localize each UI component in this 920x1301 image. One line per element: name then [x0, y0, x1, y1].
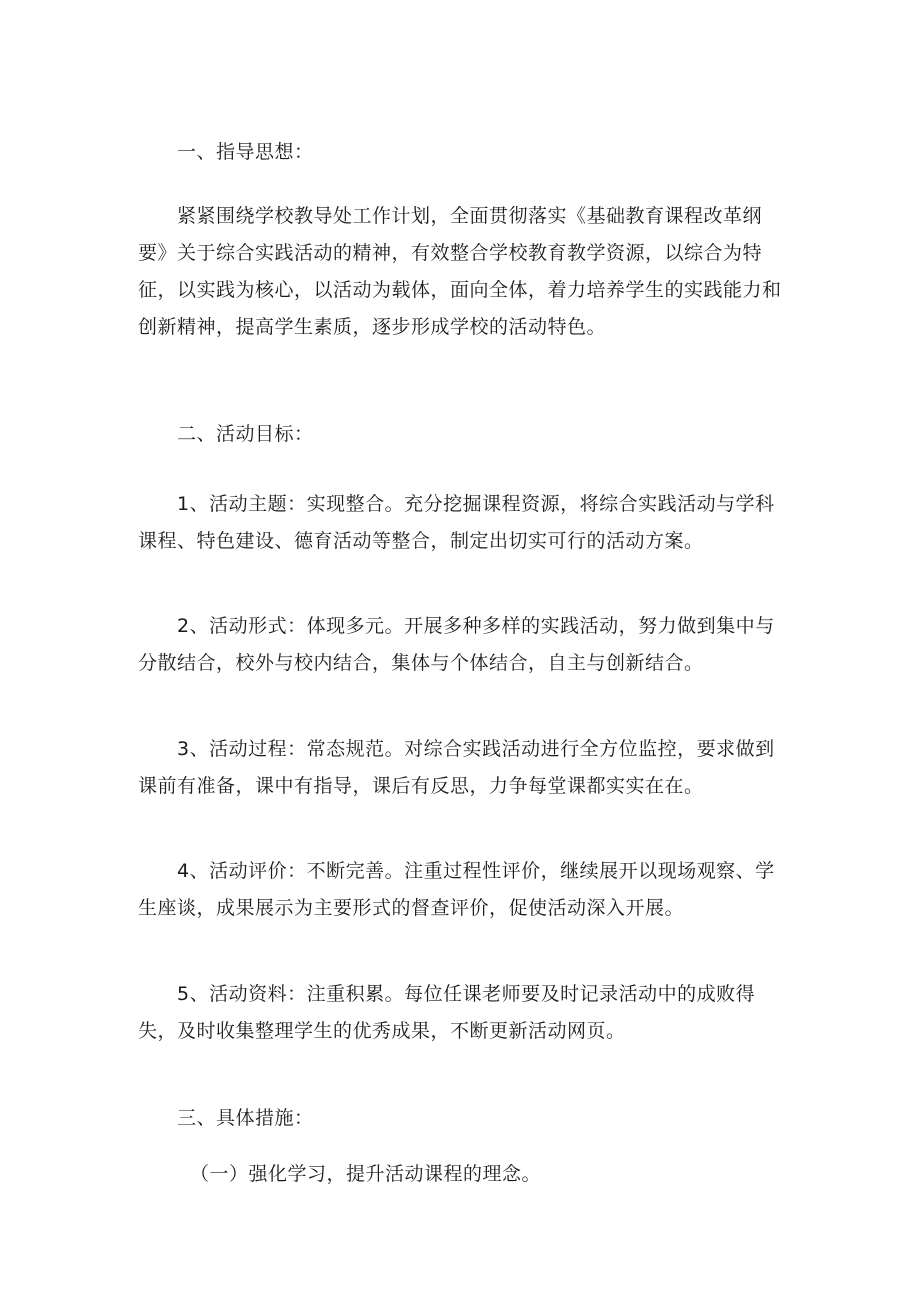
measure-subheading-1: （一）强化学习，提升活动课程的理念。 — [190, 1163, 542, 1185]
section-heading-2: 二、活动目标： — [177, 423, 314, 445]
guiding-thought-paragraph: 紧紧围绕学校教导处工作计划，全面贯彻落实《基础教育课程改革纲要》关于综合实践活动的精神，有效整合学校教育教学资源，以综合为特征，以实践为核心，以活动为载体，面向全体，着力培养学生的实践能力和创新精神，提高学生素质，逐步形成学校的活动特色。 — [138, 205, 782, 338]
goal-item-4: 4、活动评价：不断完善。注重过程性评价，继续展开以现场观察、学生座谈，成果展示为主要形式的督查评价，促使活动深入开展。 — [138, 860, 775, 919]
goal-item-5: 5、活动资料：注重积累。每位任课老师要及时记录活动中的成败得失，及时收集整理学生的优秀成果，不断更新活动网页。 — [138, 983, 756, 1042]
section-heading-3: 三、具体措施： — [177, 1107, 314, 1129]
goal-item-1: 1、活动主题：实现整合。充分挖掘课程资源，将综合实践活动与学科课程、特色建设、德育活动等整合，制定出切实可行的活动方案。 — [138, 493, 775, 552]
section-heading-1: 一、指导思想： — [177, 141, 314, 163]
goal-item-3: 3、活动过程：常态规范。对综合实践活动进行全方位监控，要求做到课前有准备，课中有指导，课后有反思，力争每堂课都实实在在。 — [138, 738, 775, 797]
goal-item-2: 2、活动形式：体现多元。开展多种多样的实践活动，努力做到集中与分散结合，校外与校内结合，集体与个体结合，自主与创新结合。 — [138, 615, 775, 674]
